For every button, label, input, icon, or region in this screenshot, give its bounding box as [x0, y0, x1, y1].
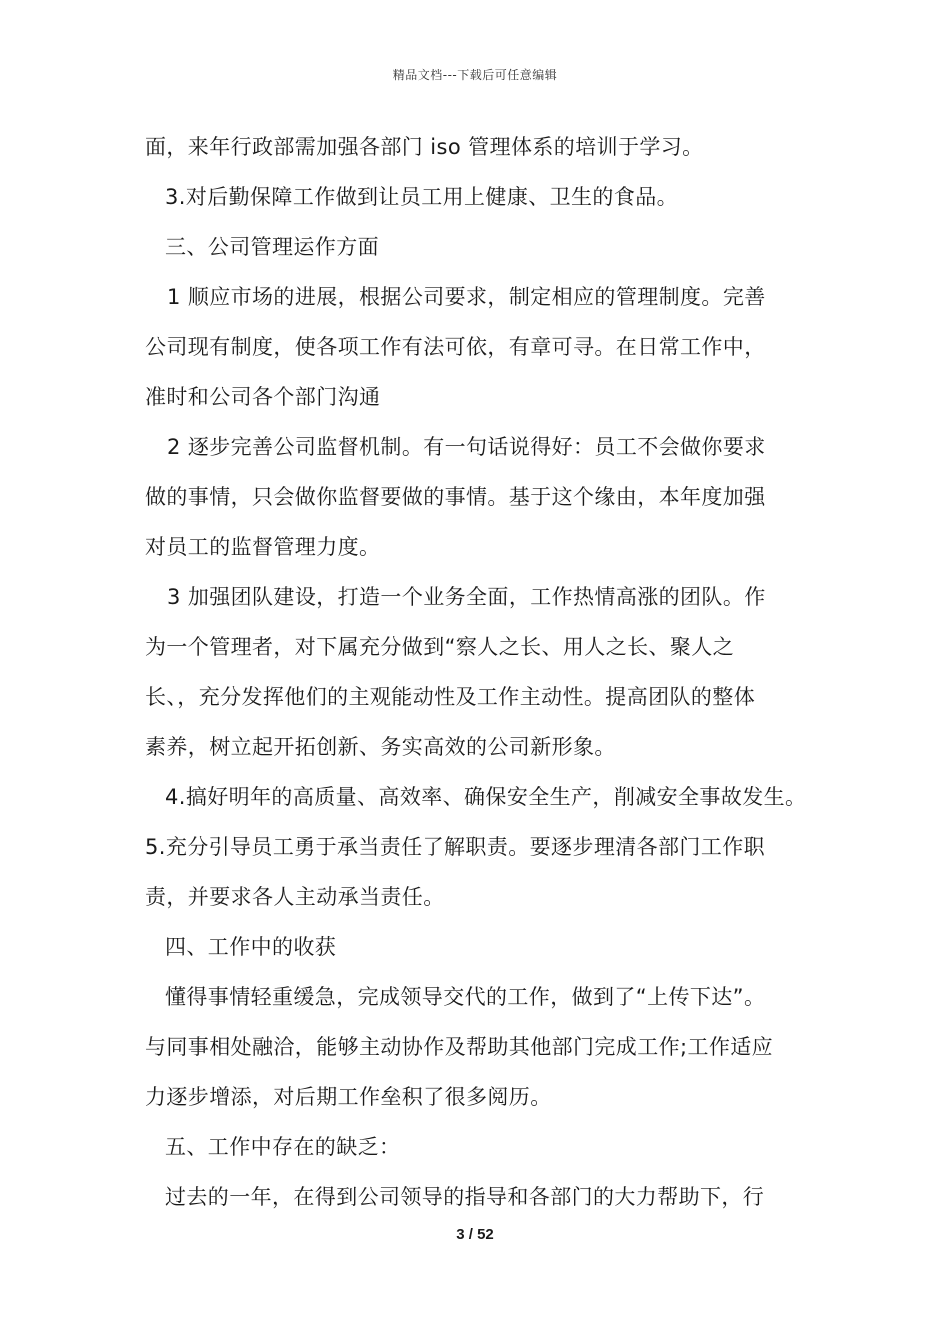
section-heading: 五、工作中存在的缺乏：	[165, 1135, 401, 1159]
body-line: 过去的一年，在得到公司领导的指导和各部门的大力帮助下，行	[165, 1185, 765, 1209]
document-body	[145, 128, 815, 1228]
body-line: 4.搞好明年的高质量、高效率、确保安全生产，削减安全事故发生。	[165, 785, 807, 809]
page-number-footer	[0, 1226, 950, 1243]
body-line: 懂得事情轻重缓急，完成领导交代的工作，做到了“上传下达”。	[165, 985, 766, 1009]
page-separator: /	[464, 1226, 478, 1243]
total-pages: 52	[477, 1226, 494, 1243]
page-header: 精品文档---下载后可任意编辑	[392, 68, 558, 82]
current-page: 3	[456, 1226, 465, 1243]
body-line: 准时和公司各个部门沟通	[145, 385, 381, 409]
section-heading: 四、工作中的收获	[165, 935, 337, 959]
body-line: 5.充分引导员工勇于承当责任了解职责。要逐步理清各部门工作职	[145, 835, 766, 859]
body-line: 力逐步增添，对后期工作垒积了很多阅历。	[145, 1085, 552, 1109]
body-line: 对员工的监督管理力度。	[145, 535, 381, 559]
body-line: 公司现有制度，使各项工作有法可依，有章可寻。在日常工作中，	[145, 335, 766, 359]
body-line: 与同事相处融洽，能够主动协作及帮助其他部门完成工作;工作适应	[145, 1035, 774, 1059]
body-line: 面，来年行政部需加强各部门 iso 管理体系的培训于学习。	[145, 135, 704, 159]
body-line: 责，并要求各人主动承当责任。	[145, 885, 445, 909]
body-line: 做的事情，只会做你监督要做的事情。基于这个缘由，本年度加强	[145, 485, 766, 509]
body-line: 长、，充分发挥他们的主观能动性及工作主动性。提高团队的整体	[145, 685, 756, 709]
body-line: 3.对后勤保障工作做到让员工用上健康、卫生的食品。	[165, 185, 679, 209]
body-line: 1 顺应市场的进展，根据公司要求，制定相应的管理制度。完善	[167, 285, 766, 309]
body-line: 为一个管理者，对下属充分做到“察人之长、用人之长、聚人之	[145, 635, 735, 659]
section-heading: 三、公司管理运作方面	[165, 235, 379, 259]
body-line: 3 加强团队建设，打造一个业务全面，工作热情高涨的团队。作	[167, 585, 766, 609]
body-line: 素养，树立起开拓创新、务实高效的公司新形象。	[145, 735, 616, 759]
body-line: 2 逐步完善公司监督机制。有一句话说得好：员工不会做你要求	[167, 435, 766, 459]
